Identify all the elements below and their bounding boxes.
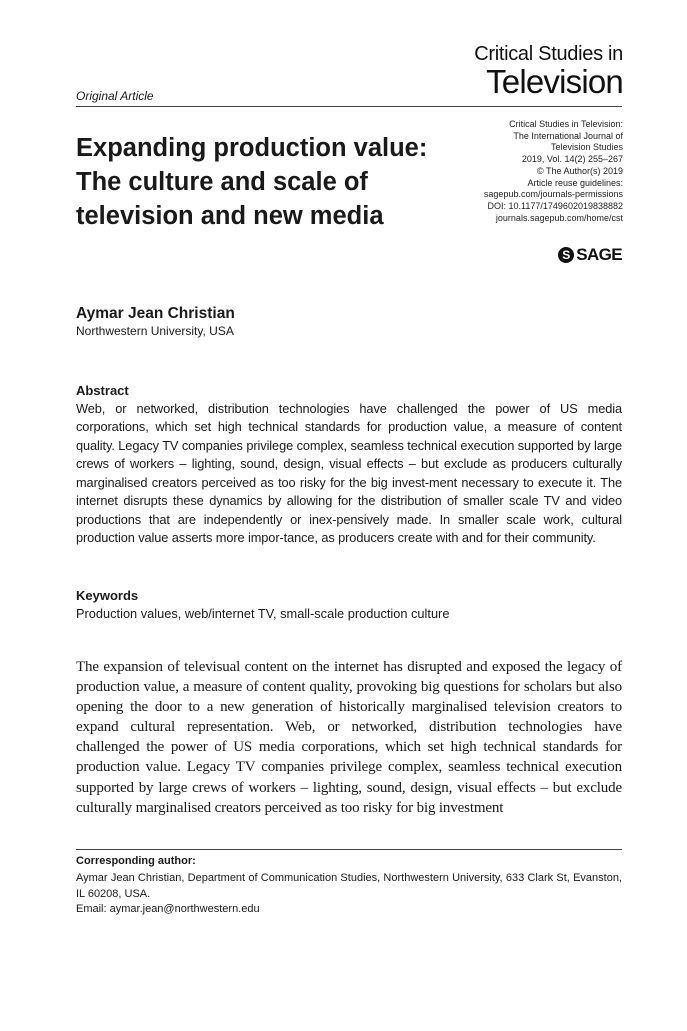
author-name: Aymar Jean Christian [76,305,235,322]
keywords-heading: Keywords [76,588,139,603]
journal-brand-line2: Television [486,63,623,100]
sage-logo-icon: S [558,247,574,263]
meta-reuse-link[interactable]: sagepub.com/journals-permissions [483,189,623,200]
meta-reuse: Article reuse guidelines: [527,177,623,188]
abstract-heading: Abstract [76,383,129,398]
article-metadata [403,119,623,224]
abstract-text: Web, or networked, distribution technologies have challenged the power of US media corporations, which set high technical standards for production value, a measure of content quality. Legacy TV companies privilege complex, seamless technical execution supported by large crews of workers – lighting, sound, design, visual effects – but exclude as producers culturally marginalised creators perceived as too risky for the big invest-ment necessary to execute it. The internet disrupts these dynamics by allowing for the distribution of smaller scale TV and video productions that are independently or inex-pensively made. In smaller scale work, cultural production value asserts more impor-tance, as producers create with and for their community. [76,401,622,546]
corresponding-author-address: Aymar Jean Christian, Department of Communication Studies, Northwestern University, 633 Clark St, Evanston, IL 60208, USA. [76,872,622,900]
meta-journal: Critical Studies in Television: [509,119,623,129]
meta-copyright: © The Author(s) 2019 [536,165,623,176]
body-paragraph: The expansion of televisual content on the internet has disrupted and exposed the legacy of production value, a measure of content quality, provoking big questions for scholars but also opening the door to a new generation of historically marginalised television creators to expand cultural representation. Web, or networked, distribution technologies have challenged the power of US media corporations, which set high technical standards for production value. Legacy TV companies privilege complex, seamless technical execution supported by large crews of workers – lighting, sound, design, visual effects – but exclude culturally marginalised creators perceived as too risky for big investment [76,659,622,816]
sage-logo [558,246,622,263]
corresponding-author-email[interactable]: Email: aymar.jean@northwestern.edu [76,903,260,915]
meta-journal-sub2: Television Studies [550,142,623,153]
journal-brand [474,44,623,98]
sage-logo-text: SAGE [576,245,622,264]
meta-journal-sub1: The International Journal of [513,130,623,141]
footer-divider [76,849,622,850]
meta-home-link[interactable]: journals.sagepub.com/home/cst [495,212,623,223]
header-divider [76,106,622,107]
journal-brand-line1: Critical Studies in [474,43,623,65]
corresponding-author-heading: Corresponding author: [76,855,196,867]
author-affiliation: Northwestern University, USA [76,324,234,338]
keywords-text: Production values, web/internet TV, small-scale production culture [76,606,450,621]
meta-volume: 2019, Vol. 14(2) 255–267 [521,154,623,165]
meta-doi[interactable]: DOI: 10.1177/1749602019838882 [487,200,623,211]
article-title: Expanding production value: The culture and scale of television and new media [76,134,428,230]
article-type-label: Original Article [76,89,154,103]
